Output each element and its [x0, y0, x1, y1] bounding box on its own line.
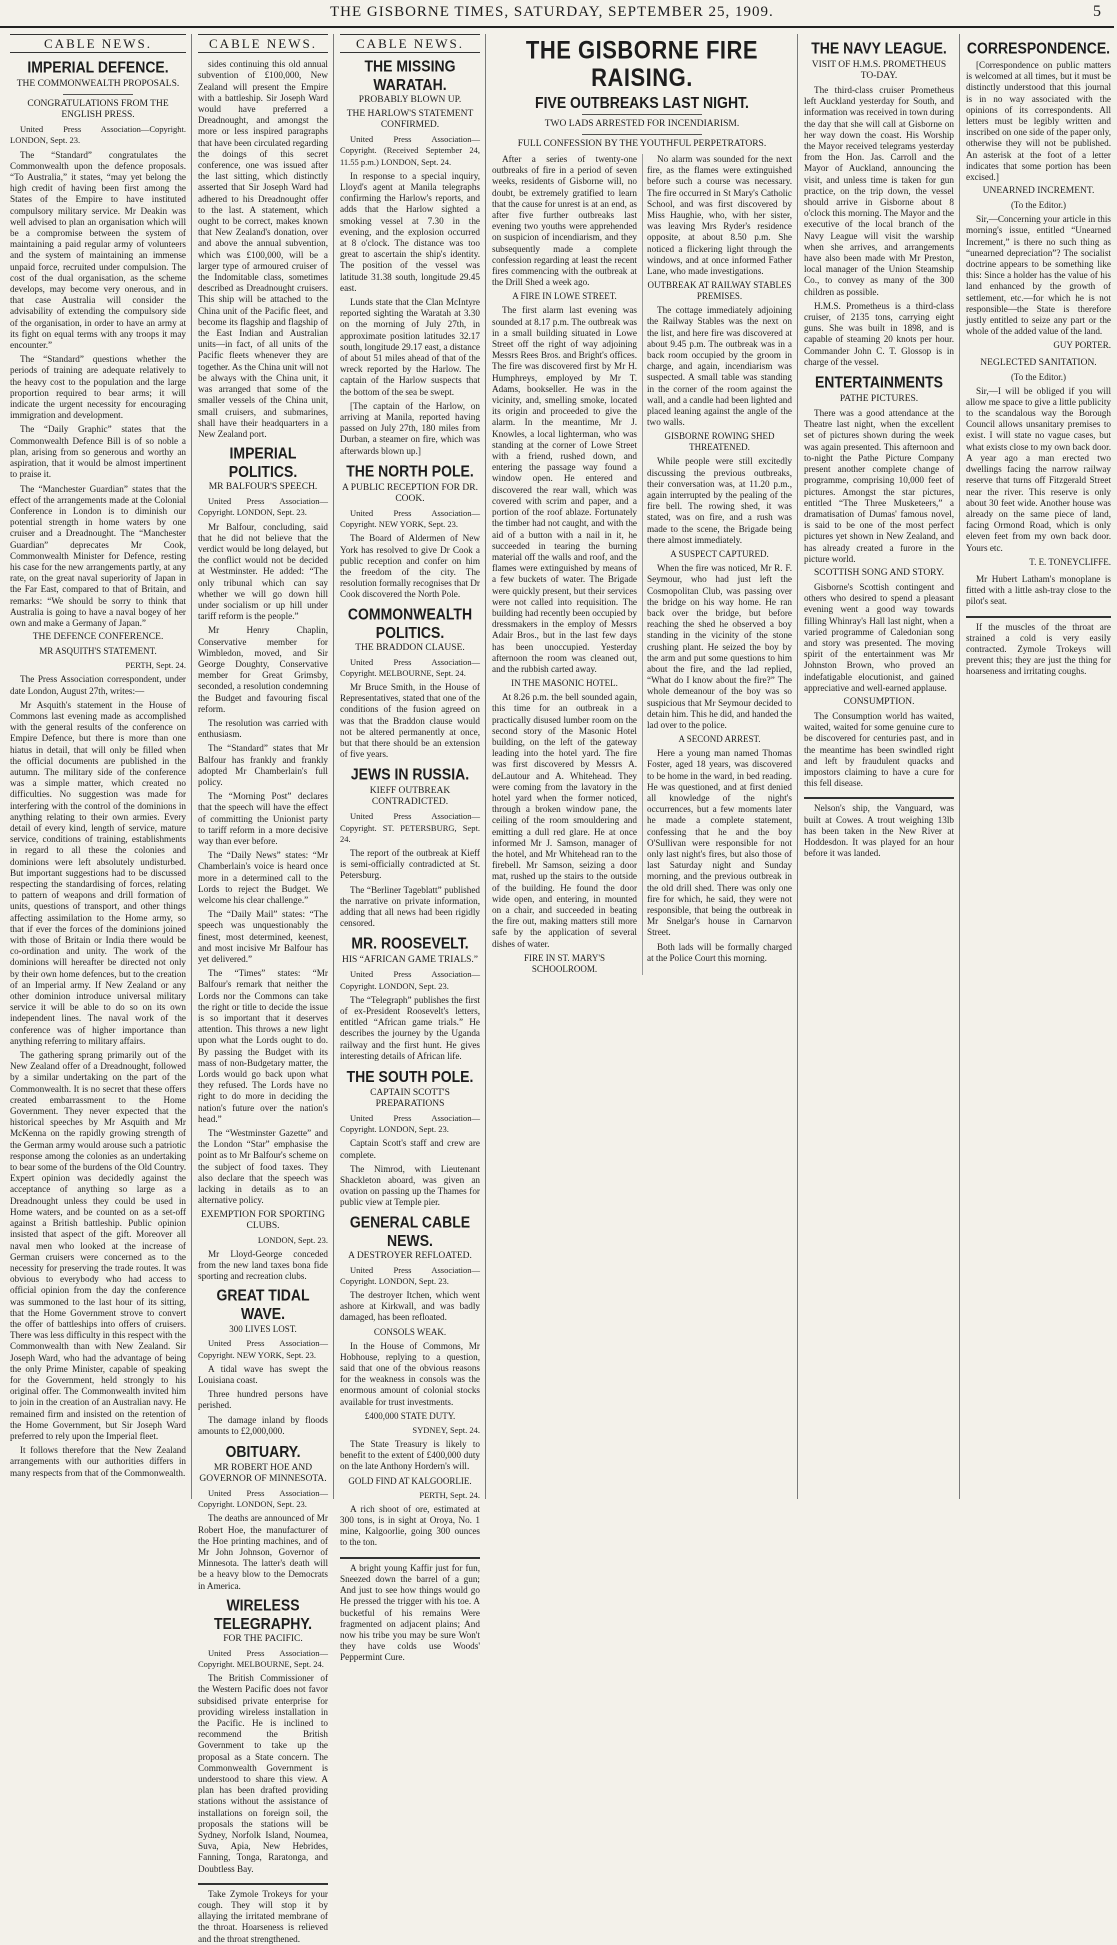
headline-south-pole: THE SOUTH POLE. — [346, 1066, 474, 1086]
dateline: United Press Association—Copyright. LONDON, Sept. 23. — [340, 969, 480, 991]
dateline: United Press Association—Copyright. LONDON, Sept. 23. — [10, 124, 186, 146]
subhead-five-outbreaks: FIVE OUTBREAKS LAST NIGHT. — [535, 92, 749, 112]
paragraph: The “Berliner Tageblatt” published the narrative on private information, adding that all news had been rigidly censored. — [340, 884, 480, 929]
paragraph: The Press Association correspondent, under date London, August 27th, writes:— — [10, 674, 186, 696]
headline-navy-league: THE NAVY LEAGUE. — [811, 38, 947, 58]
subhead: FULL CONFESSION BY THE YOUTHFUL PERPETRATORS. — [517, 139, 767, 149]
paragraph: Mr Asquith's statement in the House of Commons last evening made as accomplished with the general results of the conference on Empire Defence, but there is more than one hiatus in detail, that will only be filled when the official documents are published in the autumn. The military side of the conference was a simple matter, which created no difficulties. No suggestion was made for interfering with the control of the dominions in anything relating to their own armies. Every detail of every kind, length of service, mature service, conditions of training, establishments in regard to all these the colonies and dominions were left absolutely undisturbed. But important suggestions had to be discussed respecting the standardising of forces, relating to pattern of weapons and drill formation of units, questions of transport, and other things affecting assimilation to the Home army, so that if ever the forces of the dominions joined with those of Britain or India there would be co-ordination and unity. The work of the dominions will hereafter be directed not only by their own home defences, but to the creation of an Imperial army. If New Zealand or any other dominion introduce universal military service it will be able to do so on its own independent lines. The naval work of the conference was of higher importance than anything referring to military affairs. — [10, 699, 186, 1046]
headline-tidal-wave: GREAT TIDAL WAVE. — [216, 1285, 310, 1323]
dateline: PERTH, Sept. 24. — [419, 1489, 480, 1500]
letter-title: NEGLECTED SANITATION. — [980, 357, 1097, 368]
dateline: LONDON, Sept. 23. — [257, 1234, 328, 1245]
letter-signature: T. E. TONEYCLIFFE. — [1029, 556, 1111, 567]
paragraph: Sir,—Concerning your article in this morning's issue, entitled “Unearned Increment,” is there no such thing as “unearned depreciation”? The socialist doctrine appears to be something like this: Since a holder has the value of his land enhanced by the growth of settlement, etc.—for which he is not responsible—the State is therefore justly entitled to seize any part or the whole of the added value of the land. — [966, 214, 1111, 337]
paragraph: The Consumption world has waited, waited, waited for some genuine cure to be discovered for centuries past, and in the meantime has been swindled right and left by fraudulent quacks and impostors claiming to have a cure for this fell disease. — [804, 710, 954, 789]
subhead: CONGRATULATIONS FROM THE ENGLISH PRESS. — [27, 99, 169, 121]
paragraph: The “Daily News” states: “Mr Chamberlain's voice is heard once more in a determined call to the Lords to reject the Budget. We welcome his clear challenge.” — [198, 850, 328, 906]
paragraph: The “Morning Post” declares that the speech will have the effect of committing the Unionist party to tariff reform in a more decisive way than ever before. — [198, 791, 328, 846]
column-head: CABLE NEWS. — [198, 34, 328, 53]
dateline: United Press Association—Copyright. NEW YORK, Sept. 23. — [198, 1338, 328, 1360]
paragraph: A rich shoot of ore, estimated at 300 tons, is in sight at Oroya, No. 1 mine, Kalgoorlie, going 300 ounces to the ton. — [340, 1503, 480, 1548]
subhead: £400,000 STATE DUTY. — [364, 1410, 456, 1421]
paragraph: The “Manchester Guardian” states that the effect of the arrangements made at the Colonial Conference in London is to diminish our potential strength in home waters by one cruiser and a Dreadnought. The “Manchester Guardian” deprecates Mr Cook, Commonwealth Minister for Defence, resting his case for the new arrangements partly, at any rate, on the great naval superiority of Japan in the Far East, compared to that of Britain, and remarks: “We should be sorry to think that Australia is going to have a naval bogey of her own and make a Germany of Japan.” — [10, 483, 186, 628]
paragraph: Mr Balfour, concluding, said that he did not believe that the verdict would be long delayed, but the conflict would not be decided at Westminster. He added: “The only tribunal which can say whether we will go down hill under socialism or up hill under tariff reform is the people.” — [198, 521, 328, 622]
paragraph: Mr Henry Chaplin, Conservative member for Wimbledon, moved, and Sir George Doughty, Conservative member for Great Grimsby, seconded, a resolution condemning the Budget and favouring fiscal reform. — [198, 625, 328, 714]
paragraph: The resolution was carried with enthusiasm. — [198, 717, 328, 740]
headline-correspondence: CORRESPONDENCE. — [966, 38, 1111, 58]
letter-salutation: (To the Editor.) — [1010, 200, 1067, 211]
subhead: TWO LADS ARRESTED FOR INCENDIARISM. — [544, 119, 740, 129]
paragraph: Lunds state that the Clan McIntyre reported sighting the Waratah at 3.30 on the morning of July 27th, in approximate position latitudes 32.17 south, longitude 29.17 east, a distance of about 51 miles ahead of that of the wreck reported by the Harlow. The captain of the Harlow suspects that the bottom of the sea be swept. — [340, 297, 480, 397]
subhead: THE COMMONWEALTH PROPOSALS. — [16, 79, 180, 90]
paragraph: After a series of twenty-one outbreaks of fire in a period of seven weeks, residents of Gisborne will, no doubt, be extremely gratified to learn that the cause for unrest is at an end, as after five further outbreaks last evening two youths were apprehended on suspicion of incendiarism, and they subsequently made a complete confession regarding at least the recent fires commencing with the outbreak at the Drill Shed a week ago. — [492, 154, 637, 288]
column-6 — [959, 34, 1117, 1499]
paragraph: In the House of Commons, Mr Hobhouse, replying to a question, said that one of the obvious reasons for the weakness in consols was the enormous amount of colonial stocks available for trust investments. — [340, 1340, 480, 1407]
paragraph: While people were still excitedly discussing the previous outbreaks, their conversation was, at 11.20 p.m., again interrupted by the pealing of the fire bell. The rowing shed, it was stated, was on fire, and a rush was made to the scene, the Brigade being there almost immediately. — [647, 456, 792, 545]
paragraph: The British Commissioner of the Western Pacific does not favor subsidised private enterprise for providing wireless installation in the Pacific. He is inclined to recommend the British Government to take up the proposal as a State concern. The Commonwealth Government is understood to share this view. A plan has been drafted providing stations without the assistance of installations on foreign soil, the proposals the stations will be Sydney, Norfolk Island, Noumea, Suva, Apia, New Hebrides, Fanning, Tonga, Raratonga, and Doubtless Bay. — [198, 1673, 328, 1874]
paragraph: Three hundred persons have perished. — [198, 1389, 328, 1411]
advertisement — [966, 616, 1111, 678]
paragraph: The “Telegraph” publishes the first of ex-President Roosevelt's letters, entitled “African game trials.” He describes the journey by the Uganda railway and the first hunt. He gives interesting details of African life. — [340, 994, 480, 1061]
paragraph: When the fire was noticed, Mr R. F. Seymour, who had just left the Cosmopolitan Club, was passing over the bridge on his way home. He ran back over the bridge, but before reaching the shed he observed a boy standing in the vicinity of the stone crushing plant. He seized the boy by the arm and put some questions to him about the fire, and the lad replied, “What do I know about the fire?” The whole demeanour of the boy was so suspicious that Mr Seymour decided to detain him. This he did, and handed the lad over to the police. — [647, 563, 793, 730]
subhead: PROBABLY BLOWN UP. — [358, 95, 462, 106]
headline-missing-waratah: THE MISSING WARATAH. — [364, 56, 456, 94]
divider — [582, 134, 702, 135]
subhead: THE HARLOW'S STATEMENT CONFIRMED. — [346, 109, 474, 131]
divider — [582, 114, 702, 115]
section-head: A FIRE IN LOWE STREET. — [512, 291, 617, 302]
subhead: 300 LIVES LOST. — [229, 1324, 297, 1335]
paragraph: The “Westminster Gazette” and the London “Star” emphasise the point as to Mr Balfour's scheme on the subject of food taxes. They also declare that the speech was lacking in details as to an alternative policy. — [198, 1128, 328, 1206]
column-head: CABLE NEWS. — [340, 34, 480, 53]
subhead: FOR THE PACIFIC. — [223, 1633, 303, 1644]
headline-exemption: EXEMPTION FOR SPORTING CLUBS. — [201, 1209, 325, 1231]
headline-wireless: WIRELESS TELEGRAPHY. — [213, 1595, 312, 1633]
paragraph: Mr Lloyd-George conceded from the new land taxes bona fide sporting and recreation clubs. — [198, 1248, 328, 1282]
column-head: CABLE NEWS. — [10, 34, 186, 53]
paragraph: No alarm was sounded for the next fire, as the flames were extinguished before such a course was necessary. The fire occurred in St Mary's Catholic School, and was first discovered by Miss Haughie, who, with her sister, was leaving Mrs Ryder's residence opposite, at about 8.50 p.m. She noticed a flickering light through the windows, and at once informed Father Lane, who made investigations. — [647, 154, 792, 277]
headline-roosevelt: MR. ROOSEVELT. — [351, 934, 469, 953]
subhead: GOLD FIND AT KALGOORLIE. — [348, 1475, 472, 1486]
paragraph: There was a good attendance at the Theatre last night, when the excellent set of pictures shown during the week was again presented. This afternoon and to-night the Pathe Picture Company present another complete change of programme, comprising 10,000 feet of pictures. Amongst the star pictures, entitled “The Three Musketeers,” a dramatisation of Dumas' famous novel, is said to be one of the most perfect pictures yet shown in New Zealand, and has already created a furore in the picture world. — [804, 408, 954, 564]
masthead-title: THE GISBORNE TIMES, SATURDAY, SEPTEMBER 25, 1909. — [330, 4, 774, 20]
advertisement — [198, 1883, 328, 1945]
paragraph: The “Standard” congratulates the Commonwealth upon the defence proposals. “To Australia,” it states, “may yet belong the high credit of having been first among the States of the Empire to have instituted compulsory military service. Mr Deakin was well advised to plan an organisation which will be a compromise between the system of maintaining a paid regular army of volunteers and the system of maintaining an immense unpaid force, recruited under compulsion. The cost of the dual organisation, as the scheme develops, may become very onerous, and in that case Australia will consider the advisability of extending the compulsory side of the organisation, in order to have an army at its fight on equal terms with any troops it may encounter.” — [10, 149, 186, 351]
subhead: CONSOLS WEAK. — [373, 1326, 447, 1337]
column-3 — [333, 34, 486, 1663]
paragraph: The destroyer Itchen, which went ashore at Kirkwall, and was badly damaged, has been refloated. — [340, 1290, 480, 1323]
section-head: GISBORNE ROWING SHED THREATENED. — [664, 431, 775, 453]
column-1 — [4, 34, 192, 1499]
subhead: MR ROBERT HOE AND GOVERNOR OF MINNESOTA. — [199, 1462, 327, 1484]
section-head: OUTBREAK AT RAILWAY STABLES PREMISES. — [647, 280, 792, 302]
subhead: KIEFF OUTBREAK CONTRADICTED. — [369, 786, 451, 808]
paragraph: Mr Hubert Latham's monoplane is fitted with a little ash-tray close to the pilot's seat. — [966, 573, 1111, 607]
dateline: PERTH, Sept. 24. — [125, 660, 186, 671]
advertisement — [804, 797, 954, 859]
advertisement — [340, 1557, 480, 1664]
paragraph: The Board of Aldermen of New York has resolved to give Dr Cook a public reception and confer on him the freedom of the city. The resolution formally recognises that Dr Cook discovered the North Pole. — [340, 533, 480, 600]
paragraph: The “Daily Graphic” states that the Commonwealth Defence Bill is of so noble a plan, arising from so generous and worthy an aspiration, that it would be almost impertinent to praise it. — [10, 424, 186, 480]
paragraph: Both lads will be formally charged at the Police Court this morning. — [647, 941, 792, 963]
paragraph: The Nimrod, with Lieutenant Shackleton aboard, was given an ovation on passing up the Thames for public view at Temple pier. — [340, 1163, 480, 1208]
ad-text: Take Zymole Trokeys for your cough. They will stop it by allaying the irritated membrane of the throat. Hoarseness is relieved and the throat strengthened. — [198, 1888, 328, 1944]
subhead: THE BRADDON CLAUSE. — [355, 642, 465, 653]
letter-salutation: (To the Editor.) — [1010, 371, 1067, 382]
headline-fire-raising: THE GISBORNE FIRE RAISING. — [525, 35, 759, 92]
paragraph: sides continuing this old annual subvention of £100,000, New Zealand will present the Empire with a battleship. Sir Joseph Ward would have preferred a Dreadnought, and amongst the more or less inspired paragraphs that have been circulated regarding the doings of this secret conference, one was issued after the last sitting, which distinctly asserted that Sir Joseph Ward had adhered to his Dreadnought offer to the last. A statement, which ought to be correct, makes known that New Zealand's donation, over and above the annual subvention, which was £100,000, will be a larger type of armoured cruiser of the Indomitable class, sometimes described as Dreadnought cruisers. This ship will be attached to the China unit of the Pacific fleet, and become its flagship and flagship of the East Indian and Australian units—in fact, of all units of the Pacific fleets whenever they are together. As the China unit will not be always with the China unit, it was arranged that some of the smaller vessels of the China unit, small cruisers, and submarines, shall have their headquarters in a New Zealand port. — [198, 59, 328, 439]
paragraph: The third-class cruiser Prometheus left Auckland yesterday for South, and information was received in town during the day that she will call at Gisborne on her way down the coast. His Worship the Mayor received telegrams yesterday from the Hon. Jas. Carroll and the Mayor of Auckland, announcing the visit, and unless time is taken for gun practice, on the trip down, the vessel should arrive in Gisborne about 8 o'clock this morning. The Mayor and the executive of the local branch of the Navy League will visit the warship when she arrives, and arrangements have also been made with Mr Preston, local manager of the Union Steamship Co., to convey as many of the 300 children as possible. — [804, 85, 954, 297]
headline-imperial-politics: IMPERIAL POLITICS. — [228, 443, 298, 481]
letter-signature: GUY PORTER. — [1053, 340, 1111, 351]
paragraph: The “Times” states: “Mr Balfour's remark that neither the Lords nor the Commons can take the right or title to decide the issue is so important that it deserves attention. This throws a new light upon what the Lords ought to do. By passing the Budget with its mass of non-Budgetary matter, the Lords would go back upon what they refused. The Lords have no right to do more in deciding the nation's future over the nation's head.” — [198, 968, 328, 1124]
headline-general-cable-news: GENERAL CABLE NEWS. — [349, 1212, 471, 1250]
paragraph: The gathering sprang primarily out of the New Zealand offer of a Dreadnought, followed by a similar undertaking on the part of the Commonwealth. It is no secret that these offers created embarrassment to the Home Government. They never expected that the historical speeches by Mr Asquith and Mr McKenna on the rapidly growing strength of the German army would arouse such a patriotic response among the colonies as an undertaking to bear some of the burdens of the Old Country. Expert opinion was decidedly against the acceptance of anything so large as a Dreadnought unless they could be used in Home waters, and be counted on as a set-off against a British battleship. Public opinion insisted that aspect of the gift. Moreover all naval men who looked at the increase of German cruisers were concerned as to the necessity for preserving the trade routes. It was obvious to everybody who had access to official opinion from the day the conference was summoned to the last hour of its sitting, that the Home Government strove to convert the offer of battleships into offers of cruisers. There was less difficulty in this respect with the Commonwealth than with New Zealand. Sir Joseph Ward, who had the advantage of being the only Prime Minister, capable of speaking for the Government, held strongly to his original offer. The Commonwealth invited him to join in the creation of an Australian navy. He remained firm and insisted on the retention of the Home Government, but Sir Joseph Ward preferred to rely upon the Imperial fleet. — [10, 1050, 186, 1441]
paragraph: [The captain of the Harlow, on arriving at Manila, reported having passed on July 27th, 180 miles from Durban, a steamer on fire, which was afterwards blown up.] — [340, 400, 480, 456]
section-head: A SECOND ARREST. — [678, 734, 761, 745]
subhead: VISIT OF H.M.S. PROMETHEUS TO-DAY. — [811, 60, 947, 81]
headline-commonwealth-politics: COMMONWEALTH POLITICS. — [347, 604, 473, 641]
paragraph: The damage inland by floods amounts to £2,000,000. — [198, 1414, 328, 1436]
dateline: United Press Association—Copyright. MELBOURNE, Sept. 24. — [198, 1647, 328, 1669]
headline-north-pole: THE NORTH POLE. — [346, 461, 474, 481]
paragraph: It follows therefore that the New Zealand arrangements with our authorities differs in many respects from that of the Commonwealth. — [10, 1445, 186, 1478]
dateline: United Press Association—Copyright. (Received September 24, 11.55 p.m.) LONDON, Sept. 24. — [340, 134, 480, 167]
subhead: SCOTTISH SONG AND STORY. — [813, 567, 945, 578]
dateline: United Press Association—Copyright. LONDON, Sept. 23. — [198, 1487, 328, 1510]
paragraph: Gisborne's Scottish contingent and others who desired to spend a pleasant evening went a good way towards filling Whinray's Hall last night, when a varied programme of Caledonian song and story was presented. The moving spirit of the entertainment was Mr Johnston Brown, who proved an indefatigable elocutionist, and gained appreciative and well-earned applause. — [804, 581, 954, 693]
subhead: A DESTROYER REFLOATED. — [348, 1250, 472, 1261]
paragraph: At 8.26 p.m. the bell sounded again, this time for an outbreak in a practically disused lumber room on the second story of the Masonic Hotel building, on the left of the gateway leading into the hotel yard. The fire was first discovered by Messrs A. deLautour and A. Whitehead. They were coming from the lavatory in the hotel yard when the former noticed, through a broken window pane, the ceiling of the room smouldering and emitting a dull red glare. He at once informed Mr J. Samson, manager of the hotel, and Mr Whitehead ran to the firebell. Mr Samson, seizing a door mat, rushed up the stairs to the outside of the building. He found the door wide open, and entering, in mounted on a chair, and succeeded in beating the fire out, making matters still more safe by the application of several dishes of water. — [492, 692, 637, 949]
subhead: CAPTAIN SCOTT'S PREPARATIONS — [370, 1088, 450, 1109]
column-5 — [797, 34, 960, 1499]
dateline: United Press Association—Copyright. LONDON, Sept. 23. — [198, 496, 328, 518]
section-head: A SUSPECT CAPTURED. — [670, 549, 769, 560]
subhead: CONSUMPTION. — [843, 696, 915, 707]
section-head: IN THE MASONIC HOTEL. — [511, 678, 618, 689]
editor-note: [Correspondence on public matters is welcomed at all times, but it must be distinctly understood that this journal is in no way associated with the opinions of its correspondents. All letters must be legibly written and inscribed on one side of the paper only, otherwise they will not be published. An asterisk at the foot of a letter indicates that some portion has been excised.] — [966, 60, 1111, 183]
subhead: MR BALFOUR'S SPEECH. — [208, 482, 318, 493]
masthead — [0, 0, 1114, 28]
dateline: United Press Association—Copyright. LONDON, Sept. 23. — [340, 1113, 480, 1135]
ad-text: If the muscles of the throat are strained a cold is very easily contracted. Zymole Trokeys will prevent this; they are just the thing for hoarseness and irritating coughs. — [966, 621, 1111, 677]
paragraph: The deaths are announced of Mr Robert Hoe, the manufacturer of the Hoe printing machines, and of Mr John Johnson, Governor of Minnesota. The latter's death will be a heavy blow to the Democrats in America. — [198, 1513, 328, 1591]
headline-obituary: OBITUARY. — [225, 1441, 301, 1461]
headline-defence-conference: THE DEFENCE CONFERENCE. — [32, 632, 164, 643]
paragraph: A tidal wave has swept the Louisiana coast. — [198, 1363, 328, 1385]
paragraph: Mr Bruce Smith, in the House of Representatives, stated that one of the conditions of the fusion agreed on was that the Braddon clause would not be altered permanently at once, but that there should be an extension of five years. — [340, 681, 480, 760]
paragraph: The “Standard” questions whether the periods of training are adequate relatively to the heavy cost to the population and the large proportion required to bear arms; it will indicate the urgent necessity for encouraging immigration and development. — [10, 354, 186, 421]
paragraph: The “Daily Mail” states: “The speech was unquestionably the finest, most determined, keenest, and most incisive Mr Balfour has yet delivered.” — [198, 909, 328, 965]
paragraph: The first alarm last evening was sounded at 8.17 p.m. The outbreak was in a small building situated in Lowe Street off the right of way adjoining Messrs Rees Bros. and Bright's offices. The fire was discovered first by Mr H. Humphreys, employed by Mr T. Adams, bookseller. He was in the vicinity, and, smelling smoke, located its origin and proceeded to give the alarm. In the meantime, Mr J. Knowles, a local lighterman, who was standing at the corner of Lowe Street with a friend, rushed down, and entering the passage way found a window open. He entered and discovered the rear wall, which was covered with scrim and paper, and a portion of the roof ablaze. Fortunately the timber had not caught, and with the aid of a button with a nail in it, he succeeded in tearing the burning material off the walls and roof, and the flames were extinguished by means of a few buckets of water. The Brigade were quickly present, but their services were not called into requisition. The building had recently been occupied by dressmakers in the employ of Messrs Adair Bros., but in the last few days has been unoccupied. Yesterday afternoon the room was cleaned out, and the rubbish carted away. — [492, 305, 637, 674]
paragraph: Sir,—I will be obliged if you will allow me space to give a little publicity to the scandalous way the Borough Council allows unsanitary premises to exist. I will state no vague cases, but what exists close to my own back door. A year ago a man erected two dwellings facing the narrow railway reserve that turns off Fitzgerald Street near the river. This reserve is only about 30 feet wide. Another house was already on the same piece of land, facing Ormond Road, which is only eleven feet from my own back door. Yours etc. — [966, 385, 1111, 553]
subhead: HIS “AFRICAN GAME TRIALS.” — [342, 955, 478, 966]
dateline: United Press Association—Copyright. LONDON, Sept. 23. — [340, 1264, 480, 1286]
paragraph: In response to a special inquiry, Lloyd's agent at Manila telegraphs confirming the Harlow's reports, and adds that the Harlow sighted a smoking vessel at 7.30 in the evening, and the explosion occurred at 8 o'clock. The distance was too great to ascertain the ship's identity. The position of the vessel was latitude 31.38 south, longitude 29.45 east. — [340, 170, 480, 293]
dateline: United Press Association—Copyright. MELBOURNE, Sept. 24. — [340, 656, 480, 678]
headline-entertainments: ENTERTAINMENTS — [814, 372, 944, 392]
paragraph: H.M.S. Prometheus is a third-class cruiser, of 2135 tons, carrying eight guns. She was built in 1898, and is capable of steaming 20 knots per hour. Commander John C. T. Glossop is in charge of the vessel. — [804, 300, 954, 367]
paragraph: The cottage immediately adjoining the Railway Stables was the next on the list, and here fire was discovered at about 9.45 p.m. The outbreak was in a back room occupied by the groom in charge, and again, incendiarism was suspected. A small table was standing in the corner of the room against the wall, and a candle had been lighted and placed leaning against the angle of the two walls. — [647, 305, 792, 428]
paragraph: The “Standard” states that Mr Balfour has frankly and frankly adopted Mr Chamberlain's full policy. — [198, 743, 328, 787]
paragraph: Captain Scott's staff and crew are complete. — [340, 1138, 480, 1160]
paragraph: The State Treasury is likely to benefit to the extent of £400,000 duty on the late Anthony Hordern's will. — [340, 1439, 480, 1472]
subhead: A PUBLIC RECEPTION FOR DR. COOK. — [342, 482, 478, 504]
letter-title: UNEARNED INCREMENT. — [982, 186, 1095, 197]
column-2 — [191, 34, 334, 1944]
column-4 — [485, 34, 798, 1499]
ad-text: A bright young Kaffir just for fun, Sneezed down the barrel of a gun; And just to see how things would go He pressed the trigger with his toe. A bucketful of his remains Were fragmented on adjacent plains; And now his tribe you may be sure Won't they have colds use Woods' Peppermint Cure. — [340, 1562, 480, 1663]
section-head: FIRE IN ST. MARY'S SCHOOLROOM. — [524, 952, 605, 974]
page-number: 5 — [1093, 3, 1102, 20]
paragraph: The report of the outbreak at Kieff is semi-officially contradicted at St. Petersburg. — [340, 847, 480, 881]
paragraph: Here a young man named Thomas Foster, aged 18 years, was discovered to be home in the ward, in bed reading. He was questioned, and at first denied all knowledge of the night's occurrences, but a few moments later he made a complete statement, confessing that he and the boy O'Sullivan were responsible for not only last night's fires, but also those of last Saturday night and Sunday morning, and the previous outbreak in the old drill shed. There was only one fire for which, he said, they were not responsible, that being the outbreak in Mr Snelgar's house in Carnarvon Street. — [647, 748, 792, 938]
dateline: United Press Association—Copyright. NEW YORK, Sept. 23. — [340, 507, 480, 530]
ad-text: Nelson's ship, the Vanguard, was built at Cowes. A trout weighing 13lb has been taken in the New River at Hoddesdon. It was played for an hour before it was landed. — [804, 803, 954, 859]
two-column-body — [492, 154, 792, 975]
dateline: SYDNEY, Sept. 24. — [412, 1424, 480, 1435]
dateline: United Press Association—Copyright. ST. PETERSBURG, Sept. 24. — [340, 811, 480, 844]
headline-imperial-defence: IMPERIAL DEFENCE. — [27, 58, 169, 77]
divider — [63, 94, 133, 95]
headline-jews-in-russia: JEWS IN RUSSIA. — [350, 765, 470, 784]
subhead: MR ASQUITH'S STATEMENT. — [39, 646, 157, 657]
subhead: PATHE PICTURES. — [839, 394, 919, 405]
